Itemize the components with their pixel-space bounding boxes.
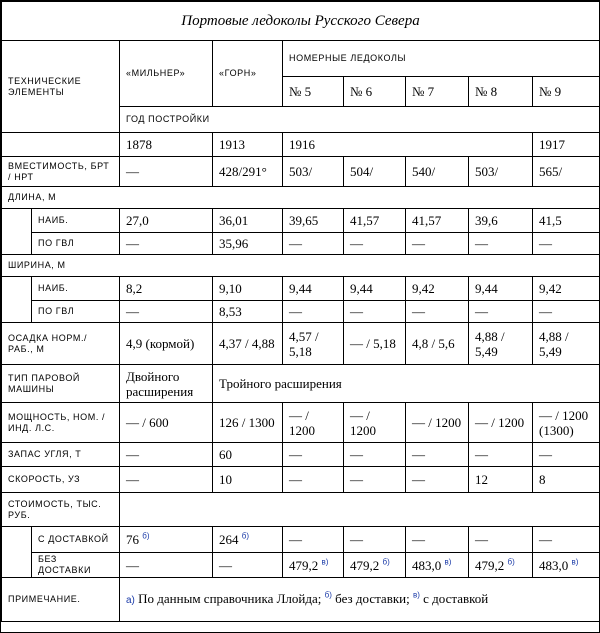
- row-label: ДЛИНА, М: [2, 187, 600, 209]
- cell: —: [120, 233, 213, 255]
- cell: 36,01: [213, 209, 283, 233]
- row-label: СКОРОСТЬ, УЗ: [2, 467, 120, 493]
- cell: —: [283, 301, 344, 323]
- cell: —: [533, 443, 600, 467]
- cell: —: [283, 467, 344, 493]
- cell: 35,96: [213, 233, 283, 255]
- cell: 479,2 $^{б)}$: [344, 553, 406, 578]
- header-n5: № 5: [283, 77, 344, 107]
- cell: —: [406, 443, 469, 467]
- cell: 503/: [469, 157, 533, 187]
- cell: 483,0 $^{в)}$: [533, 553, 600, 578]
- cell: 479,2 $^{в)}$: [283, 553, 344, 578]
- row-power: [2, 403, 600, 443]
- row-length-max: [2, 209, 600, 233]
- cell: 264 $^{б)}$: [213, 527, 283, 553]
- cell: 12: [469, 467, 533, 493]
- cell: 8,53: [213, 301, 283, 323]
- header-gorn: «ГОРН»: [213, 41, 283, 107]
- cell: —: [120, 443, 213, 467]
- header-numbered: НОМЕРНЫЕ ЛЕДОКОЛЫ: [283, 41, 600, 77]
- cell: —: [283, 443, 344, 467]
- row-sublabel: НАИБ.: [32, 209, 120, 233]
- cell: 4,88 / 5,49: [533, 323, 600, 365]
- cell: —: [406, 301, 469, 323]
- cell: —: [469, 443, 533, 467]
- cell: —: [283, 527, 344, 553]
- year-n9: 1917: [533, 133, 600, 157]
- cell: 8: [533, 467, 600, 493]
- cell: 479,2 $^{б)}$: [469, 553, 533, 578]
- cell: — / 1200: [283, 403, 344, 443]
- cell: 9,42: [533, 277, 600, 301]
- row-width-max: [2, 277, 600, 301]
- note-label: ПРИМЕЧАНИЕ.: [2, 578, 120, 622]
- cell: — / 1200 (1300): [533, 403, 600, 443]
- row-label: ОСАДКА НОРМ./ РАБ., М: [2, 323, 120, 365]
- cell: —: [344, 467, 406, 493]
- row-label: МОЩНОСТЬ, НОМ. / ИНД. Л.С.: [2, 403, 120, 443]
- cell: 41,5: [533, 209, 600, 233]
- cell: —: [469, 301, 533, 323]
- row-width: [2, 255, 600, 277]
- cell: 4,8 / 5,6: [406, 323, 469, 365]
- row-cost: [2, 493, 600, 527]
- cell: 9,44: [469, 277, 533, 301]
- row-tonnage: [2, 157, 600, 187]
- row-width-wl: [2, 301, 600, 323]
- row-note: [2, 578, 600, 622]
- header-milner: «МИЛЬНЕР»: [120, 41, 213, 107]
- row-label: ЗАПАС УГЛЯ, Т: [2, 443, 120, 467]
- row-length: [2, 187, 600, 209]
- cell: —: [469, 527, 533, 553]
- cell: —: [283, 233, 344, 255]
- cell: 428/291°: [213, 157, 283, 187]
- cell: 76 $^{б)}$: [120, 527, 213, 553]
- row-label: ШИРИНА, М: [2, 255, 600, 277]
- row-engine: [2, 365, 600, 403]
- header-n6: № 6: [344, 77, 406, 107]
- cell: —: [120, 301, 213, 323]
- row-coal: [2, 443, 600, 467]
- header-n8: № 8: [469, 77, 533, 107]
- cell: — / 1200: [469, 403, 533, 443]
- cell: 41,57: [406, 209, 469, 233]
- row-sublabel: БЕЗ ДОСТАВКИ: [32, 553, 120, 578]
- row-sublabel: ПО ГВЛ: [32, 301, 120, 323]
- row-label: ВМЕСТИМОСТЬ, БРТ / НРТ: [2, 157, 120, 187]
- header-tech-elements: ТЕХНИЧЕСКИЕ ЭЛЕМЕНТЫ: [2, 41, 120, 133]
- cell: 565/: [533, 157, 600, 187]
- cell: 540/: [406, 157, 469, 187]
- cell: 4,9 (кормой): [120, 323, 213, 365]
- cell: 8,2: [120, 277, 213, 301]
- year-milner: 1878: [120, 133, 213, 157]
- header-n9: № 9: [533, 77, 600, 107]
- row-sublabel: С ДОСТАВКОЙ: [32, 527, 120, 553]
- cell: 60: [213, 443, 283, 467]
- year-n5-8: 1916: [283, 133, 533, 157]
- cell: 503/: [283, 157, 344, 187]
- row-draft: [2, 323, 600, 365]
- cell: 9,10: [213, 277, 283, 301]
- cell: —: [344, 443, 406, 467]
- table-title: Портовые ледоколы Русского Севера: [2, 2, 600, 41]
- row-label: СТОИМОСТЬ, ТЫС. РУБ.: [2, 493, 120, 527]
- cell: 39,6: [469, 209, 533, 233]
- row-cost-no-delivery: [2, 553, 600, 578]
- row-label: ТИП ПАРОВОЙ МАШИНЫ: [2, 365, 120, 403]
- cell: —: [344, 233, 406, 255]
- cell: 4,88 / 5,49: [469, 323, 533, 365]
- row-sublabel: НАИБ.: [32, 277, 120, 301]
- cell: 9,44: [283, 277, 344, 301]
- cell: 126 / 1300: [213, 403, 283, 443]
- cell: —: [344, 301, 406, 323]
- cell: — / 1200: [344, 403, 406, 443]
- cell: —: [120, 157, 213, 187]
- row-sublabel: ПО ГВЛ: [32, 233, 120, 255]
- cell: —: [344, 527, 406, 553]
- cell: —: [533, 527, 600, 553]
- header-year-label: ГОД ПОСТРОЙКИ: [120, 107, 600, 133]
- cell: —: [533, 233, 600, 255]
- cell: —: [120, 467, 213, 493]
- cell: 4,37 / 4,88: [213, 323, 283, 365]
- cell: —: [406, 527, 469, 553]
- cell: 10: [213, 467, 283, 493]
- cell: 483,0 $^{в)}$: [406, 553, 469, 578]
- cell: 39,65: [283, 209, 344, 233]
- row-length-wl: [2, 233, 600, 255]
- cell: — / 1200: [406, 403, 469, 443]
- cell: Тройного расширения: [213, 365, 600, 403]
- row-speed: [2, 467, 600, 493]
- note-text: а) По данным справочника Ллойда; $^{б)}$ без доставки; $^{в)}$ с доставкой: [120, 578, 600, 622]
- cell: 4,57 / 5,18: [283, 323, 344, 365]
- cell: Двойного расширения: [120, 365, 213, 403]
- cell: 41,57: [344, 209, 406, 233]
- row-cost-delivery: [2, 527, 600, 553]
- cell: —: [406, 233, 469, 255]
- cell: 9,42: [406, 277, 469, 301]
- cell: 9,44: [344, 277, 406, 301]
- cell: —: [469, 233, 533, 255]
- cell: —: [406, 467, 469, 493]
- year-gorn: 1913: [213, 133, 283, 157]
- cell: — / 5,18: [344, 323, 406, 365]
- cell: —: [213, 553, 283, 578]
- cell: —: [533, 301, 600, 323]
- icebreakers-table: [1, 1, 600, 622]
- cell: 504/: [344, 157, 406, 187]
- header-n7: № 7: [406, 77, 469, 107]
- cell: — / 600: [120, 403, 213, 443]
- cell: 27,0: [120, 209, 213, 233]
- cell: —: [120, 553, 213, 578]
